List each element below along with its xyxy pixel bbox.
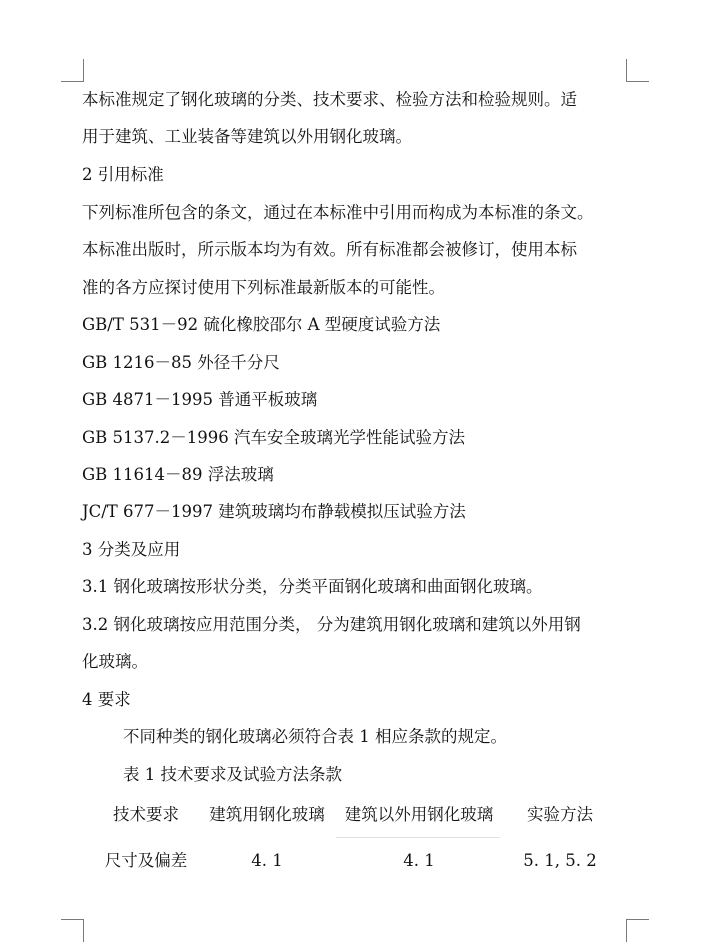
clause-3-1: 3.1 钢化玻璃按形状分类，分类平面钢化玻璃和曲面钢化玻璃。 — [82, 577, 543, 596]
table-header-row — [0, 803, 710, 827]
reference-item: GB 5137.2－1996 汽车安全玻璃光学性能试验方法 — [82, 428, 466, 447]
crop-mark-bottom-right — [626, 919, 649, 942]
intro-line-1: 本标准规定了钢化玻璃的分类、技术要求、检验方法和检验规则。适 — [82, 90, 577, 109]
table-header-divider — [336, 837, 500, 838]
crop-mark-top-left — [61, 59, 84, 82]
reference-item: GB 11614－89 浮法玻璃 — [82, 465, 274, 484]
section-heading-4: 4 要求 — [82, 690, 131, 709]
ref-para-line-1: 下列标准所包含的条文，通过在本标准中引用而构成为本标准的条文。 — [82, 203, 594, 222]
table-header-cell: 技术要求 — [113, 805, 179, 824]
table-cell: 5. 1, 5. 2 — [523, 851, 597, 870]
clause-3-2-line-2: 化玻璃。 — [82, 652, 148, 671]
table-cell: 4. 1 — [251, 851, 283, 870]
reference-item: GB 1216－85 外径千分尺 — [82, 353, 280, 372]
intro-line-2: 用于建筑、工业装备等建筑以外用钢化玻璃。 — [82, 127, 412, 146]
ref-para-line-2: 本标准出版时，所示版本均为有效。所有标准都会被修订，使用本标 — [82, 240, 577, 259]
crop-mark-bottom-left — [61, 919, 84, 942]
table-header-cell: 实验方法 — [527, 805, 593, 824]
table-cell: 4. 1 — [403, 851, 435, 870]
crop-mark-top-right — [626, 59, 649, 82]
table-caption: 表 1 技术要求及试验方法条款 — [123, 765, 342, 784]
requirement-paragraph: 不同种类的钢化玻璃必须符合表 1 相应条款的规定。 — [123, 727, 507, 746]
reference-item: GB/T 531－92 硫化橡胶邵尔 A 型硬度试验方法 — [82, 315, 441, 334]
table-header-cell: 建筑用钢化玻璃 — [209, 805, 325, 824]
reference-item: GB 4871－1995 普通平板玻璃 — [82, 390, 318, 409]
section-heading-3: 3 分类及应用 — [82, 540, 181, 559]
ref-para-line-3: 准的各方应探讨使用下列标准最新版本的可能性。 — [82, 278, 445, 297]
table-cell: 尺寸及偏差 — [104, 851, 188, 870]
clause-3-2-line-1: 3.2 钢化玻璃按应用范围分类， 分为建筑用钢化玻璃和建筑以外用钢 — [82, 615, 581, 634]
reference-item: JC/T 677－1997 建筑玻璃均布静载模拟压试验方法 — [82, 502, 466, 521]
table-header-cell: 建筑以外用钢化玻璃 — [344, 805, 494, 824]
table-row — [0, 849, 710, 873]
section-heading-2: 2 引用标准 — [82, 165, 164, 184]
